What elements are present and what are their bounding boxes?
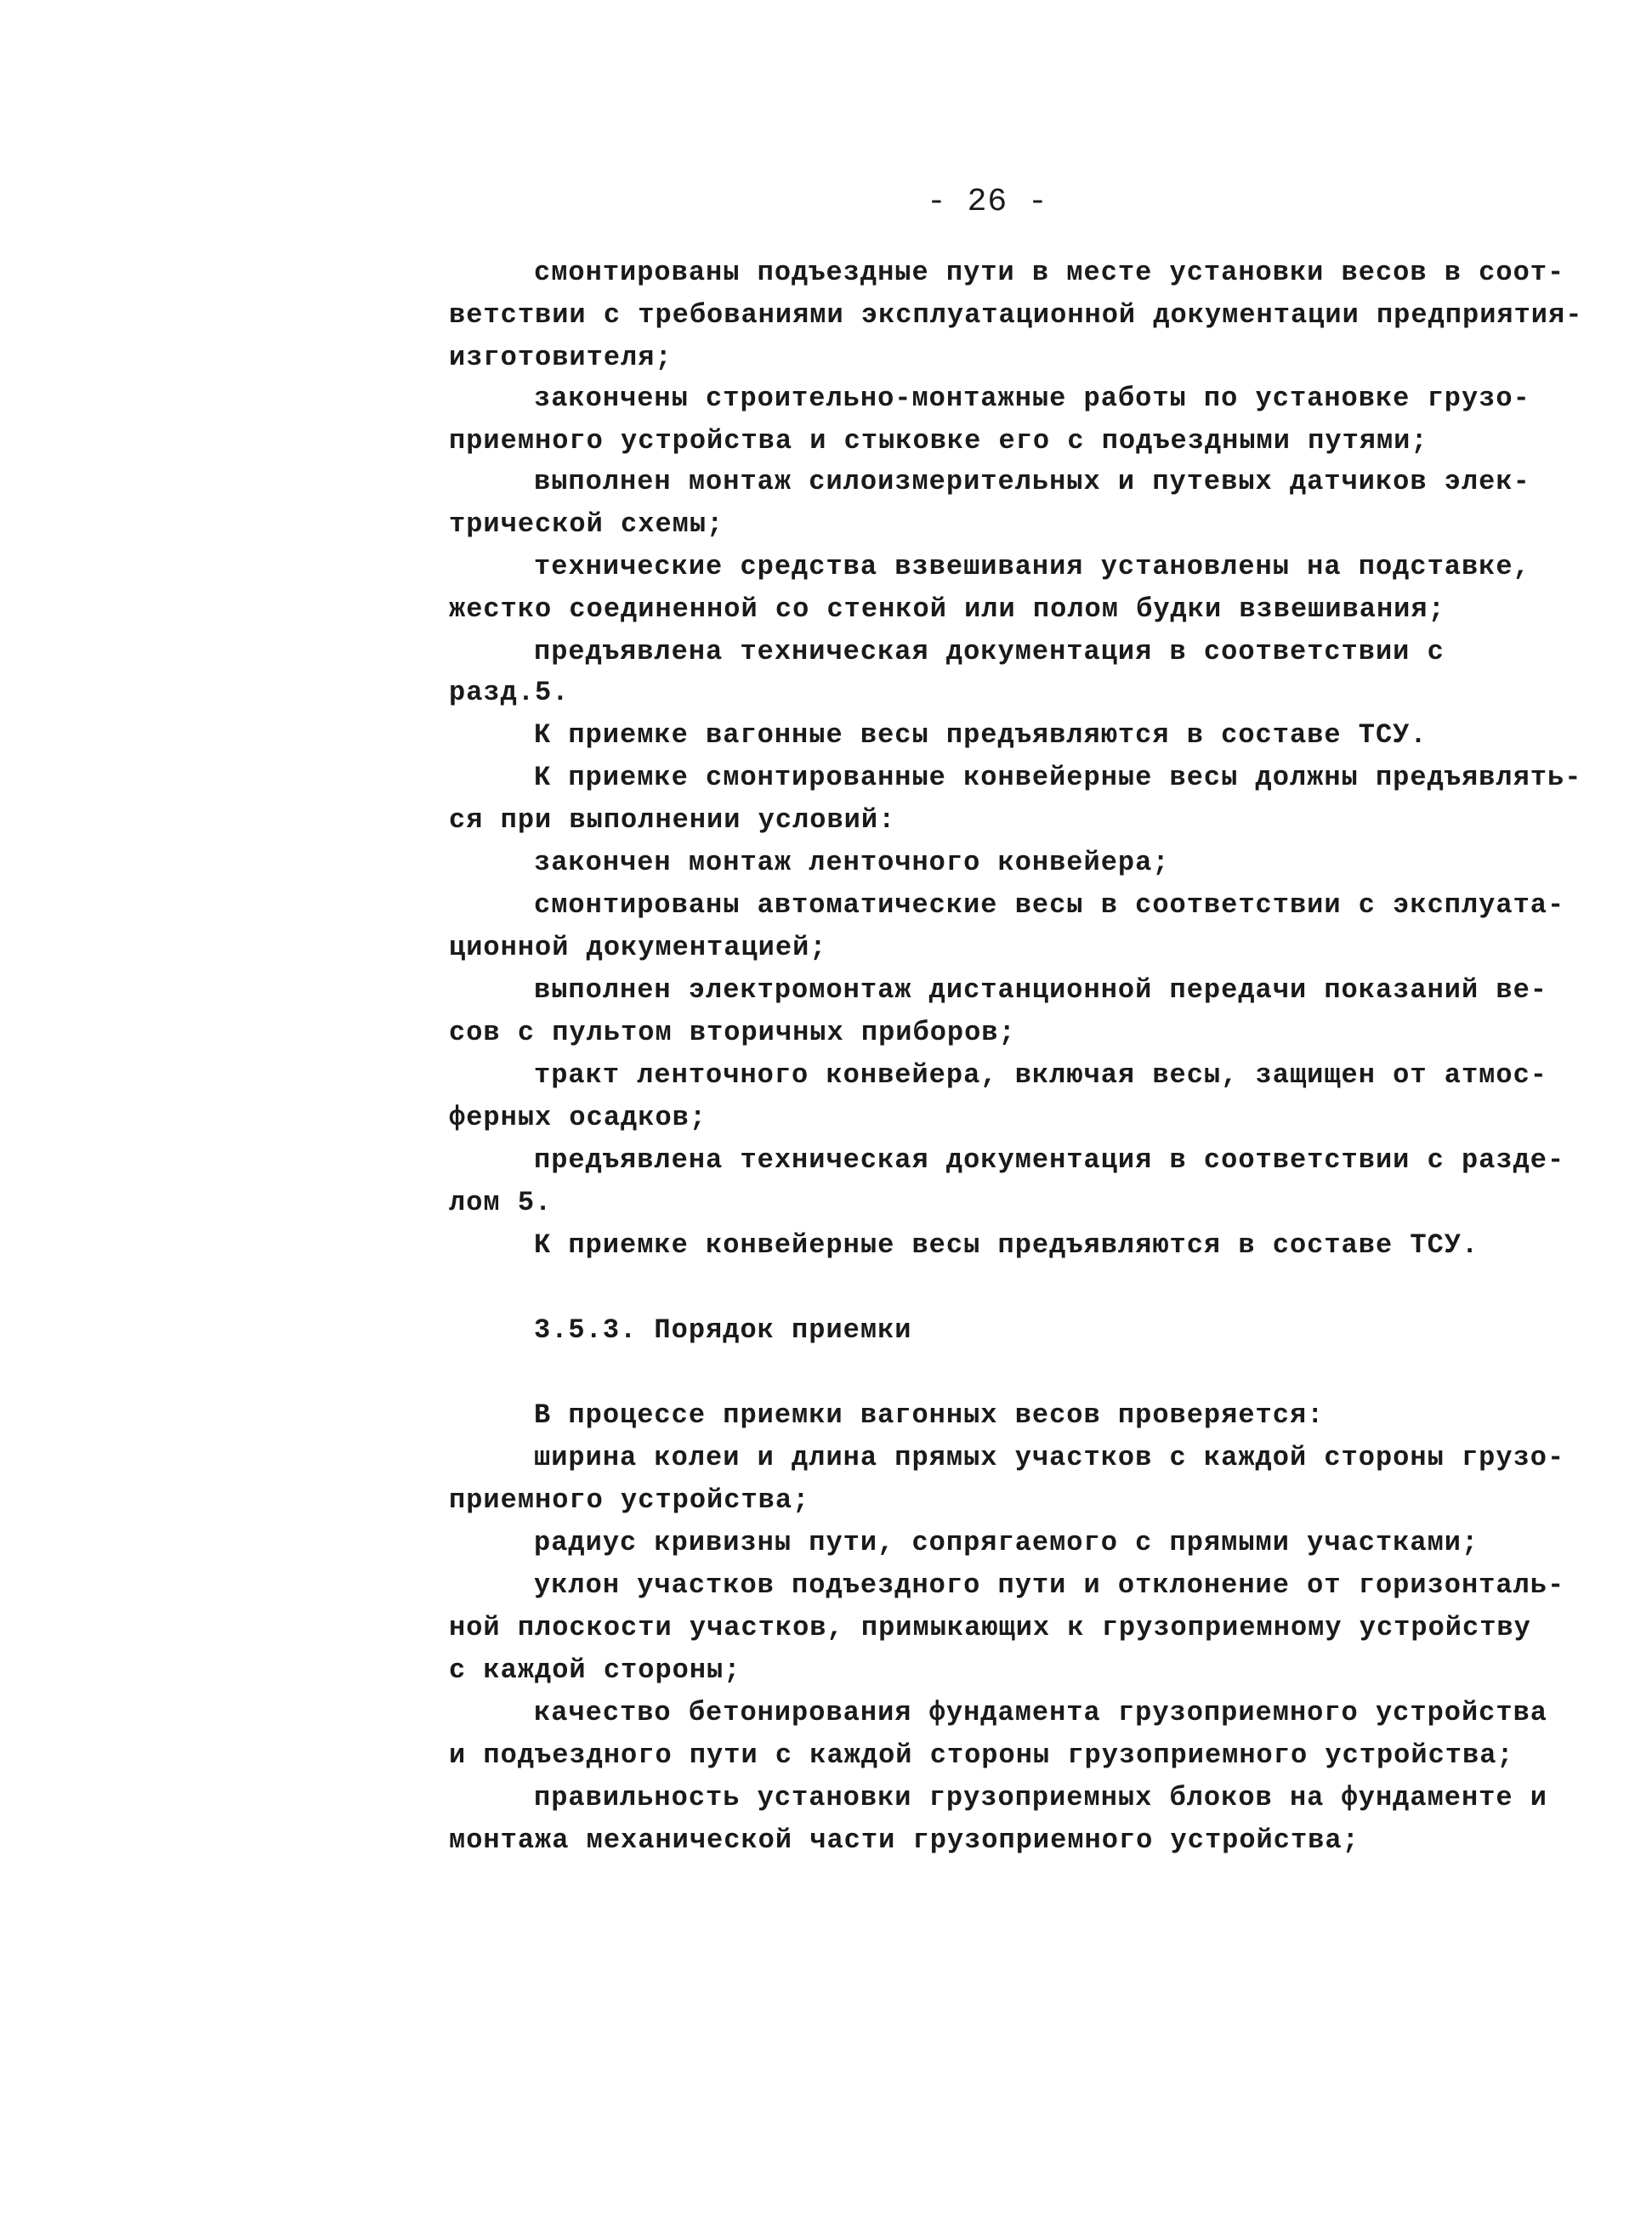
text-line: приемного устройства и стыковке его с подъездными путями; [449, 425, 1428, 457]
text-line: закончены строительно-монтажные работы по установке грузо- [534, 383, 1530, 414]
text-line: ционной документацией; [449, 932, 827, 963]
text-line: К приемке вагонные весы предъявляются в составе ТСУ. [534, 719, 1428, 751]
text-line: лом 5. [449, 1187, 553, 1218]
text-line: монтажа механической части грузоприемного устройства; [449, 1824, 1360, 1856]
text-line: качество бетонирования фундамента грузоприемного устройства [534, 1697, 1547, 1728]
text-line: и подъездного пути с каждой стороны грузоприемного устройства; [449, 1739, 1514, 1771]
text-line: приемного устройства; [449, 1484, 810, 1516]
text-line: уклон участков подъездного пути и отклонение от горизонталь- [534, 1569, 1565, 1601]
text-line: ся при выполнении условий: [449, 804, 896, 836]
text-line: правильность установки грузоприемных блоков на фундаменте и [534, 1782, 1547, 1813]
text-line: разд.5. [449, 677, 570, 708]
text-line: ширина колеи и длина прямых участков с каждой стороны грузо- [534, 1442, 1565, 1473]
text-line: трической схемы; [449, 508, 724, 540]
text-line: жестко соединенной со стенкой или полом будки взвешивания; [449, 593, 1445, 625]
text-line: предъявлена техническая документация в соответствии с разде- [534, 1144, 1565, 1176]
page-number: - 26 - [927, 184, 1048, 220]
text-line: тракт ленточного конвейера, включая весы, защищен от атмос- [534, 1059, 1547, 1091]
text-line: К приемке конвейерные весы предъявляются в составе ТСУ. [534, 1229, 1479, 1261]
text-line: выполнен электромонтаж дистанционной передачи показаний ве- [534, 974, 1547, 1006]
text-line: выполнен монтаж силоизмерительных и путевых датчиков элек- [534, 466, 1530, 497]
text-line: радиус кривизны пути, сопрягаемого с прямыми участками; [534, 1527, 1479, 1558]
text-line: ной плоскости участков, примыкающих к грузоприемному устройству [449, 1612, 1531, 1643]
text-line: предъявлена техническая документация в соответствии с [534, 636, 1445, 667]
section-heading: 3.5.3. Порядок приемки [534, 1314, 912, 1346]
text-line: с каждой стороны; [449, 1654, 741, 1686]
text-line: К приемке смонтированные конвейерные весы должны предъявлять- [534, 762, 1582, 793]
text-line: ветствии с требованиями эксплуатационной документации предприятия- [449, 299, 1583, 331]
text-line: В процессе приемки вагонных весов проверяется: [534, 1399, 1325, 1431]
text-line: смонтированы автоматические весы в соответствии с эксплуата- [534, 889, 1565, 921]
text-line: сов с пультом вторичных приборов; [449, 1017, 1016, 1048]
text-line: закончен монтаж ленточного конвейера; [534, 847, 1170, 878]
text-line: изготовителя; [449, 342, 673, 373]
text-line: ферных осадков; [449, 1102, 707, 1133]
text-line: технические средства взвешивания установлены на подставке, [534, 551, 1530, 582]
text-line: смонтированы подъездные пути в месте установки весов в соот- [534, 257, 1565, 288]
